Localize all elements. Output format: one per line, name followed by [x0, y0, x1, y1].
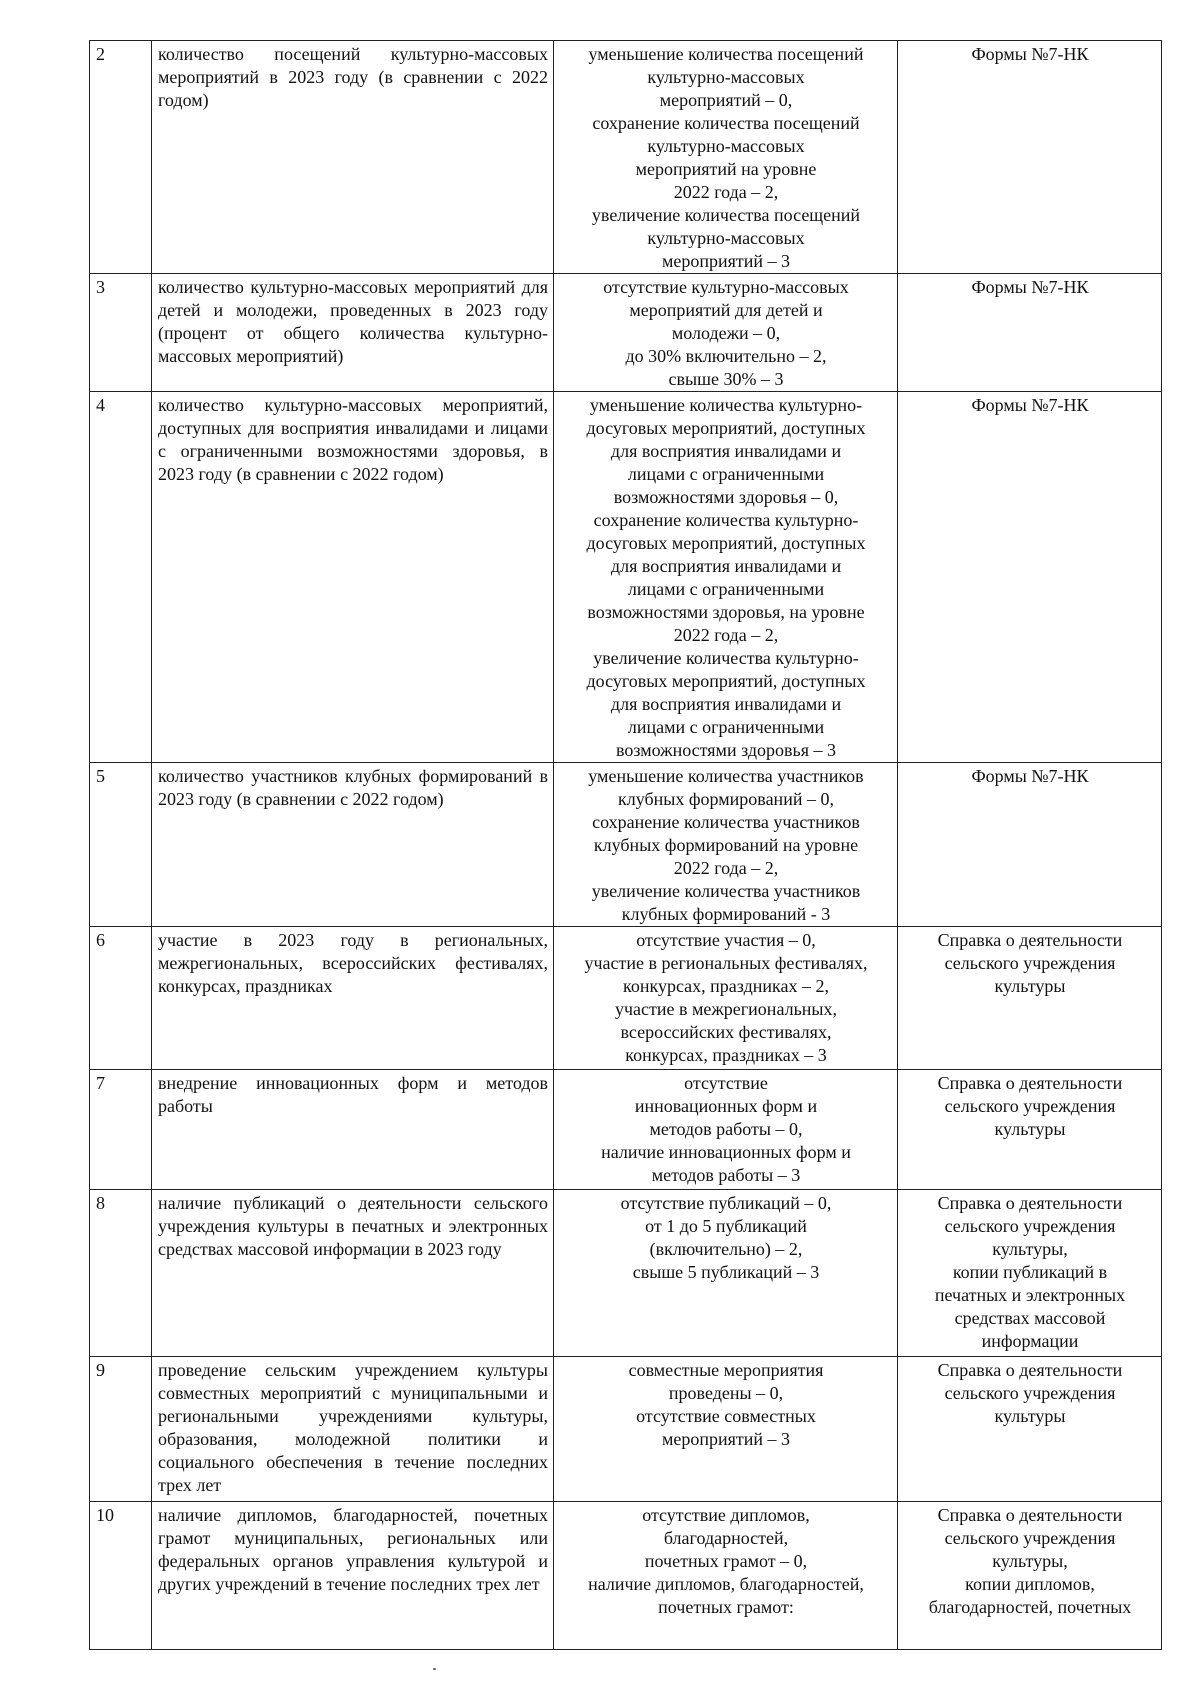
criterion-text: участие в 2023 году в региональных, межрегиональных, всероссийских фестивалях, конкурсах, праздниках: [152, 927, 554, 1070]
source-text: Формы №7-НК: [898, 392, 1162, 763]
criterion-text: количество культурно-массовых мероприятий для детей и молодежи, проведенных в 2023 году (процент от общего количества культурно-массовых мероприятий): [152, 274, 554, 392]
document-page: [89, 40, 1161, 1650]
scoring-text: уменьшение количества культурно- досуговых мероприятий, доступных для восприятия инвалидами и лицами с ограниченными возможностями здоровья – 0, сохранение количества культурно- досуговых мероприятий, доступных для восприятия инвалидами и лицами с ограниченными возможностями здоровья, на уровне 2022 года – 2, увеличение количества культурно- досуговых мероприятий, доступных для восприятия инвалидами и лицами с ограниченными возможностями здоровья – 3: [554, 392, 898, 763]
row-number: 7: [90, 1070, 152, 1190]
table-row: [90, 1190, 1162, 1357]
scoring-text: отсутствие участия – 0, участие в региональных фестивалях, конкурсах, праздниках – 2, участие в межрегиональных, всероссийских фестивалях, конкурсах, праздниках – 3: [554, 927, 898, 1070]
table-row: [90, 1502, 1162, 1650]
source-text: Формы №7-НК: [898, 274, 1162, 392]
source-text: Формы №7-НК: [898, 763, 1162, 927]
criterion-text: наличие дипломов, благодарностей, почетных грамот муниципальных, региональных или федеральных органов управления культурой и других учреждений в течение последних трех лет: [152, 1502, 554, 1650]
criterion-text: количество культурно-массовых мероприятий, доступных для восприятия инвалидами и лицами с ограниченными возможностями здоровья, в 2023 году (в сравнении с 2022 годом): [152, 392, 554, 763]
scoring-text: уменьшение количества участников клубных формирований – 0, сохранение количества участников клубных формирований на уровне 2022 года – 2, увеличение количества участников клубных формирований - 3: [554, 763, 898, 927]
criterion-text: внедрение инновационных форм и методов работы: [152, 1070, 554, 1190]
row-number: 3: [90, 274, 152, 392]
table-row: [90, 41, 1162, 274]
row-number: 4: [90, 392, 152, 763]
table-row: [90, 1070, 1162, 1190]
scoring-text: отсутствие культурно-массовых мероприятий для детей и молодежи – 0, до 30% включительно – 2, свыше 30% – 3: [554, 274, 898, 392]
row-number: 5: [90, 763, 152, 927]
scoring-text: отсутствие публикаций – 0, от 1 до 5 публикаций (включительно) – 2, свыше 5 публикаций – 3: [554, 1190, 898, 1357]
criterion-text: проведение сельским учреждением культуры совместных мероприятий с муниципальными и региональными учреждениями культуры, образования, молодежной политики и социального обеспечения в течение последних трех лет: [152, 1357, 554, 1502]
row-number: 2: [90, 41, 152, 274]
source-text: Справка о деятельности сельского учреждения культуры, копии дипломов, благодарностей, почетных: [898, 1502, 1162, 1650]
table-row: [90, 927, 1162, 1070]
scoring-text: уменьшение количества посещений культурно-массовых мероприятий – 0, сохранение количества посещений культурно-массовых мероприятий на уровне 2022 года – 2, увеличение количества посещений культурно-массовых мероприятий – 3: [554, 41, 898, 274]
source-text: Справка о деятельности сельского учреждения культуры, копии публикаций в печатных и электронных средствах массовой информации: [898, 1190, 1162, 1357]
source-text: Справка о деятельности сельского учреждения культуры: [898, 1357, 1162, 1502]
criterion-text: количество посещений культурно-массовых мероприятий в 2023 году (в сравнении с 2022 годом): [152, 41, 554, 274]
scoring-text: совместные мероприятия проведены – 0, отсутствие совместных мероприятий – 3: [554, 1357, 898, 1502]
row-number: 8: [90, 1190, 152, 1357]
criteria-table: [89, 40, 1162, 1650]
row-number: 10: [90, 1502, 152, 1650]
source-text: Формы №7-НК: [898, 41, 1162, 274]
row-number: 6: [90, 927, 152, 1070]
source-text: Справка о деятельности сельского учреждения культуры: [898, 927, 1162, 1070]
criterion-text: наличие публикаций о деятельности сельского учреждения культуры в печатных и электронных средствах массовой информации в 2023 году: [152, 1190, 554, 1357]
row-number: 9: [90, 1357, 152, 1502]
table-row: [90, 1357, 1162, 1502]
table-row: [90, 392, 1162, 763]
scoring-text: отсутствие инновационных форм и методов работы – 0, наличие инновационных форм и методов работы – 3: [554, 1070, 898, 1190]
scan-speck: [433, 1668, 436, 1670]
table-row: [90, 274, 1162, 392]
criterion-text: количество участников клубных формирований в 2023 году (в сравнении с 2022 годом): [152, 763, 554, 927]
table-row: [90, 763, 1162, 927]
scoring-text: отсутствие дипломов, благодарностей, почетных грамот – 0, наличие дипломов, благодарностей, почетных грамот:: [554, 1502, 898, 1650]
source-text: Справка о деятельности сельского учреждения культуры: [898, 1070, 1162, 1190]
